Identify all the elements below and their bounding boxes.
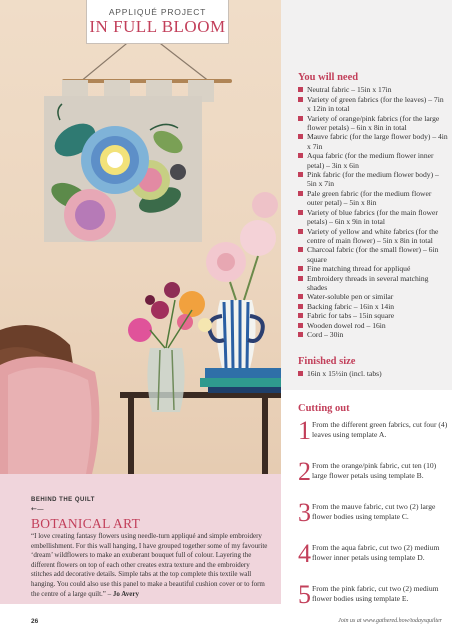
- list-item: Aqua fabric (for the medium flower inner petal) – 3in x 6in: [298, 151, 448, 170]
- list-item: Charcoal fabric (for the small flower) – 6in square: [298, 245, 448, 264]
- page-number: 26: [31, 618, 39, 625]
- cutting-out-heading: Cutting out: [298, 403, 350, 414]
- list-item: Fine matching thread for appliqué: [298, 264, 448, 273]
- list-item: Pale green fabric (for the medium flower outer petal) – 5in x 8in: [298, 189, 448, 208]
- step-number: 3: [298, 498, 311, 528]
- list-item: Backing fabric – 16in x 14in: [298, 302, 448, 311]
- list-item: Wooden dowel rod – 16in: [298, 321, 448, 330]
- list-item: Variety of yellow and white fabrics (for the centre of main flower) – 5in x 8in in total: [298, 227, 448, 246]
- project-kicker: APPLIQUÉ PROJECT: [108, 7, 207, 17]
- finished-size-heading: Finished size: [298, 356, 356, 367]
- footer-link[interactable]: Join us at www.gathered.how/todaysquilter: [338, 618, 442, 624]
- step-number: 5: [298, 580, 311, 610]
- list-item: Water-soluble pen or similar: [298, 292, 448, 301]
- step-text: From the orange/pink fabric, cut ten (10) large flower petals using template B.: [312, 461, 437, 480]
- behind-text: [31, 532, 271, 599]
- behind-title: BOTANICAL ART: [31, 516, 141, 531]
- list-item: Mauve fabric (for the large flower body) – 4in x 7in: [298, 132, 448, 151]
- list-item: Variety of green fabrics (for the leaves) – 7in x 12in in total: [298, 95, 448, 114]
- behind-quote: “I love creating fantasy flowers using needle-turn appliqué and simple embroidery embellishment. For this wall hanging, I have grouped together some of my favourite ‘dream’ wildflowers to make an exuberant bouquet full of colour. Layering the different flowers on top of each other creates extra texture and the embroidery stitches add decorative details. Simple tabs at the top complete this textile wall hanging. You could also use this panel to make a beautiful cushion cover or to form the centre of a large quilt.” –: [31, 532, 268, 598]
- step-text: From the different green fabrics, cut four (4) leaves using template A.: [312, 420, 448, 439]
- cutting-step: [298, 457, 448, 495]
- page-title: IN FULL BLOOM: [89, 17, 226, 36]
- cutting-step: [298, 539, 448, 577]
- finished-list: [298, 369, 448, 378]
- cutting-step: [298, 416, 448, 454]
- step-text: From the aqua fabric, cut two (2) medium flower inner petals using template D.: [312, 543, 440, 562]
- step-text: From the mauve fabric, cut two (2) large flower bodies using template C.: [312, 502, 436, 521]
- finished-size: [298, 357, 448, 379]
- list-item: Cord – 30in: [298, 330, 448, 339]
- you-will-need-heading: You will need: [298, 72, 359, 83]
- list-item: 16in x 15½in (incl. tabs): [298, 369, 448, 378]
- list-item: Variety of orange/pink fabrics (for the large flower petals) – 6in x 8in in total: [298, 114, 448, 133]
- list-item: Embroidery threads in several matching shades: [298, 274, 448, 293]
- cutting-step: [298, 498, 448, 536]
- header-box: [86, 0, 229, 44]
- list-item: Neutral fabric – 15in x 17in: [298, 85, 448, 94]
- cutting-step: [298, 580, 448, 618]
- behind-kicker: BEHIND THE QUILT: [31, 497, 95, 503]
- step-text: From the pink fabric, cut two (2) medium flower bodies using template E.: [312, 584, 439, 603]
- step-number: 2: [298, 457, 311, 487]
- project-photo: [0, 0, 281, 474]
- step-number: 4: [298, 539, 311, 569]
- step-number: 1: [298, 416, 311, 446]
- arrow-left-icon: ←—: [31, 505, 44, 513]
- list-item: Pink fabric (for the medium flower body) – 5in x 7in: [298, 170, 448, 189]
- behind-author: Jo Avery: [112, 589, 140, 598]
- you-will-need: [298, 73, 448, 339]
- wall-hanging-illustration: [0, 0, 281, 474]
- list-item: Fabric for tabs – 15in square: [298, 311, 448, 320]
- materials-list: [298, 85, 448, 339]
- cutting-out: [298, 404, 448, 618]
- list-item: Variety of blue fabrics (for the main flower petals) – 6in x 9in in total: [298, 208, 448, 227]
